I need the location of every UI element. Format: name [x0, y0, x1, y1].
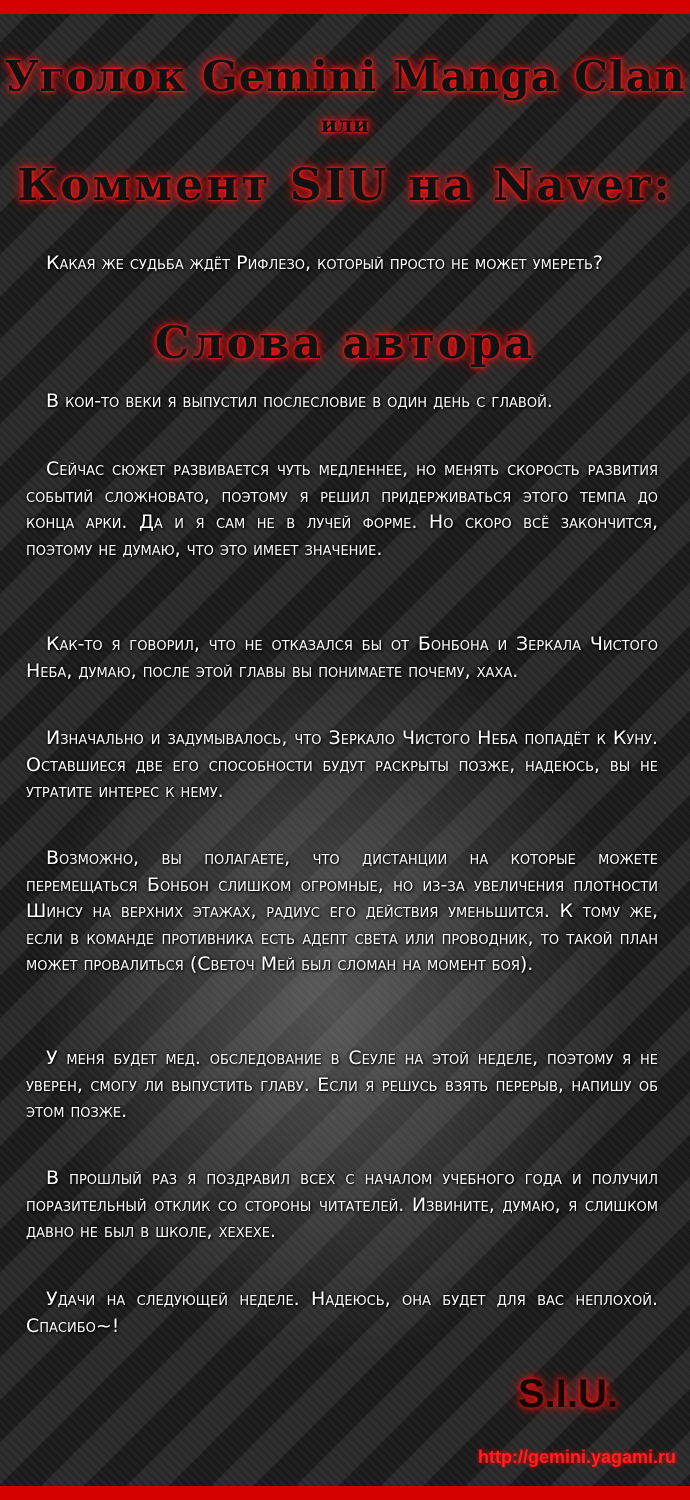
author-signature: S.I.U. — [518, 1372, 619, 1416]
site-url-link[interactable]: http://gemini.yagami.ru — [477, 1447, 676, 1467]
paragraph-7: В прошлый раз я поздравил всех с началом учебного года и получил поразительный отклик со стороны читателей. Извините, думаю, я слишком давно не был в школе, хехехе. — [26, 1167, 658, 1242]
paragraph-8: Удачи на следующей неделе. Надеюсь, она будет для вас неплохой. Спасибо~! — [26, 1288, 658, 1337]
paragraph-1: В кои-то веки я выпустил послесловие в один день с главой. — [46, 390, 553, 412]
top-red-border — [0, 0, 690, 14]
naver-comment: Какая же судьба ждёт Рифлезо, который просто не может умереть? — [46, 252, 603, 274]
bottom-red-border — [0, 1486, 690, 1500]
page-subtitle: Коммент SIU на Naver: — [17, 160, 673, 211]
paragraph-5: Возможно, вы полагаете, что дистанции на которые можете перемещаться Бонбон слишком огромные, но из-за увеличения плотности Шинсу на верхних этажах, радиус его действия уменьшится. К тому же, если в команде противника есть адепт света или проводник, то такой план может провалиться (Светоч Мей был сломан на момент боя). — [26, 847, 658, 975]
page-title: Уголок Gemini Manga Clan — [4, 52, 686, 101]
paragraph-3: Как-то я говорил, что не отказался бы от Бонбона и Зеркала Чистого Неба, думаю, после этой главы вы понимаете почему, хаха. — [26, 633, 658, 682]
author-words-heading: Слова автора — [154, 318, 536, 369]
title-or-separator: или — [320, 112, 370, 138]
paragraph-2: Сейчас сюжет развивается чуть медленнее, но менять скорость развития событий сложновато, поэтому я решил придерживаться этого темпа до конца арки. Да и я сам не в лучей форме. Но скоро всё закончится, поэтому не думаю, что это имеет значение. — [26, 458, 658, 560]
paragraph-6: У меня будет мед. обследование в Сеуле на этой неделе, поэтому я не уверен, смогу ли выпустить главу. Если я решусь взять перерыв, напишу об этом позже. — [26, 1047, 658, 1122]
paragraph-4: Изначально и задумывалось, что Зеркало Чистого Неба попадёт к Куну. Оставшиеся две его способности будут раскрыты позже, надеюсь, вы не утратите интерес к нему. — [26, 727, 658, 802]
